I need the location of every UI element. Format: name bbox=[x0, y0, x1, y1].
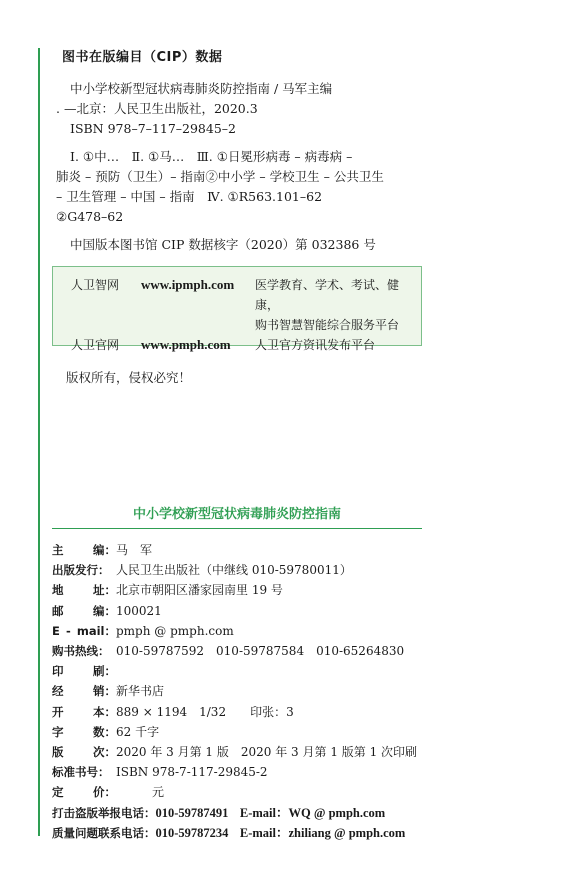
info-row-edition bbox=[52, 742, 432, 762]
cip-isbn-line: ISBN 978–7–117–29845–2 bbox=[70, 121, 236, 136]
cip-subject-line: ②G478–62 bbox=[56, 209, 124, 224]
info-value: 马 军 bbox=[116, 543, 153, 557]
info-value: ISBN 978-7-117-29845-2 bbox=[116, 765, 268, 780]
quality-contact-row bbox=[52, 823, 432, 843]
website-url[interactable]: www.pmph.com bbox=[141, 337, 231, 352]
info-label: 经 销： bbox=[52, 684, 116, 699]
cip-publisher-line: . —北京：人民卫生出版社，2020.3 bbox=[56, 101, 258, 116]
info-label: 字 数： bbox=[52, 724, 116, 739]
info-label: 主 编： bbox=[52, 543, 116, 557]
info-label: 版 次： bbox=[52, 745, 116, 760]
info-value: 元 bbox=[116, 785, 165, 800]
quality-label: 质量问题联系电话： bbox=[52, 825, 156, 840]
cip-subject-line: Ⅰ. ①中… Ⅱ. ①马… Ⅲ. ①日冕形病毒 – 病毒病 – bbox=[70, 149, 353, 164]
cip-book-line: 中小学校新型冠状病毒肺炎防控指南 / 马军主编 bbox=[70, 81, 333, 96]
website-name: 人卫官网 bbox=[71, 338, 120, 352]
cip-block bbox=[56, 46, 426, 255]
info-label: 邮 编： bbox=[52, 603, 116, 618]
book-title: 中小学校新型冠状病毒肺炎防控指南 bbox=[132, 507, 341, 522]
info-row-distributor bbox=[52, 681, 432, 701]
info-value: 新华书店 bbox=[116, 684, 165, 699]
info-value: 人民卫生出版社（中继线 010-59780011） bbox=[116, 563, 352, 578]
piracy-email-label: E-mail： bbox=[239, 805, 289, 820]
website-row bbox=[71, 335, 411, 355]
website-url[interactable]: www.ipmph.com bbox=[141, 277, 235, 292]
website-row bbox=[71, 275, 411, 315]
cip-title: 图书在版编目（CIP）数据 bbox=[62, 50, 223, 65]
info-label: 定 价： bbox=[52, 785, 116, 800]
quality-email[interactable]: zhiliang @ pmph.com bbox=[288, 825, 406, 840]
info-value: 2020 年 3 月第 1 版 2020 年 3 月第 1 版第 1 次印刷 bbox=[116, 745, 418, 760]
info-row-postcode bbox=[52, 601, 432, 621]
info-value bbox=[116, 661, 432, 681]
info-value: 010-59787592 010-59787584 010-65264830 bbox=[116, 644, 405, 659]
info-row-address bbox=[52, 580, 432, 600]
info-row-words bbox=[52, 722, 432, 742]
info-value: 100021 bbox=[116, 603, 162, 618]
left-green-rule bbox=[38, 48, 40, 836]
info-row-editor bbox=[52, 540, 432, 560]
publication-info bbox=[52, 540, 432, 843]
info-row-hotline bbox=[52, 641, 432, 661]
quality-email-label: E-mail： bbox=[239, 825, 289, 840]
cip-subject-line: 肺炎 – 预防（卫生）– 指南②中小学 – 学校卫生 – 公共卫生 bbox=[56, 169, 384, 184]
info-row-format bbox=[52, 702, 432, 722]
copyright-notice: 版权所有，侵权必究！ bbox=[66, 370, 192, 385]
info-row-email bbox=[52, 621, 432, 641]
info-row-printer bbox=[52, 661, 432, 681]
info-label: 购书热线： bbox=[52, 644, 110, 659]
piracy-phone: 010-59787491 bbox=[155, 805, 229, 820]
info-label: 出版发行： bbox=[52, 563, 110, 578]
info-label: E - mail： bbox=[52, 623, 116, 638]
quality-phone: 010-59787234 bbox=[155, 825, 229, 840]
piracy-report-row bbox=[52, 803, 432, 823]
website-box bbox=[52, 266, 422, 352]
piracy-email[interactable]: WQ @ pmph.com bbox=[288, 805, 386, 820]
website-row-cont bbox=[71, 315, 411, 335]
title-divider bbox=[52, 528, 422, 529]
website-desc: 人卫官方资讯发布平台 bbox=[255, 338, 376, 352]
website-name: 人卫智网 bbox=[71, 278, 120, 292]
info-row-price bbox=[52, 782, 432, 802]
website-desc: 购书智慧智能综合服务平台 bbox=[255, 318, 400, 332]
piracy-label: 打击盗版举报电话： bbox=[52, 805, 156, 820]
cip-subject-line: – 卫生管理 – 中国 – 指南 Ⅳ. ①R563.101–62 bbox=[56, 189, 323, 204]
info-row-publisher bbox=[52, 560, 432, 580]
info-value: 889 × 1194 1/32 印张：3 bbox=[116, 704, 294, 719]
info-row-isbn bbox=[52, 762, 432, 782]
website-desc: 医学教育、学术、考试、健康， bbox=[255, 278, 400, 312]
info-label: 标准书号： bbox=[52, 765, 110, 780]
info-label: 地 址： bbox=[52, 583, 116, 598]
info-value: 北京市朝阳区潘家园南里 19 号 bbox=[116, 583, 283, 598]
info-value: pmph @ pmph.com bbox=[116, 623, 234, 638]
cip-library-line: 中国版本图书馆 CIP 数据核字（2020）第 032386 号 bbox=[70, 237, 376, 252]
info-value: 62 千字 bbox=[116, 724, 160, 739]
info-label: 印 刷： bbox=[52, 664, 116, 679]
info-label: 开 本： bbox=[52, 704, 116, 719]
